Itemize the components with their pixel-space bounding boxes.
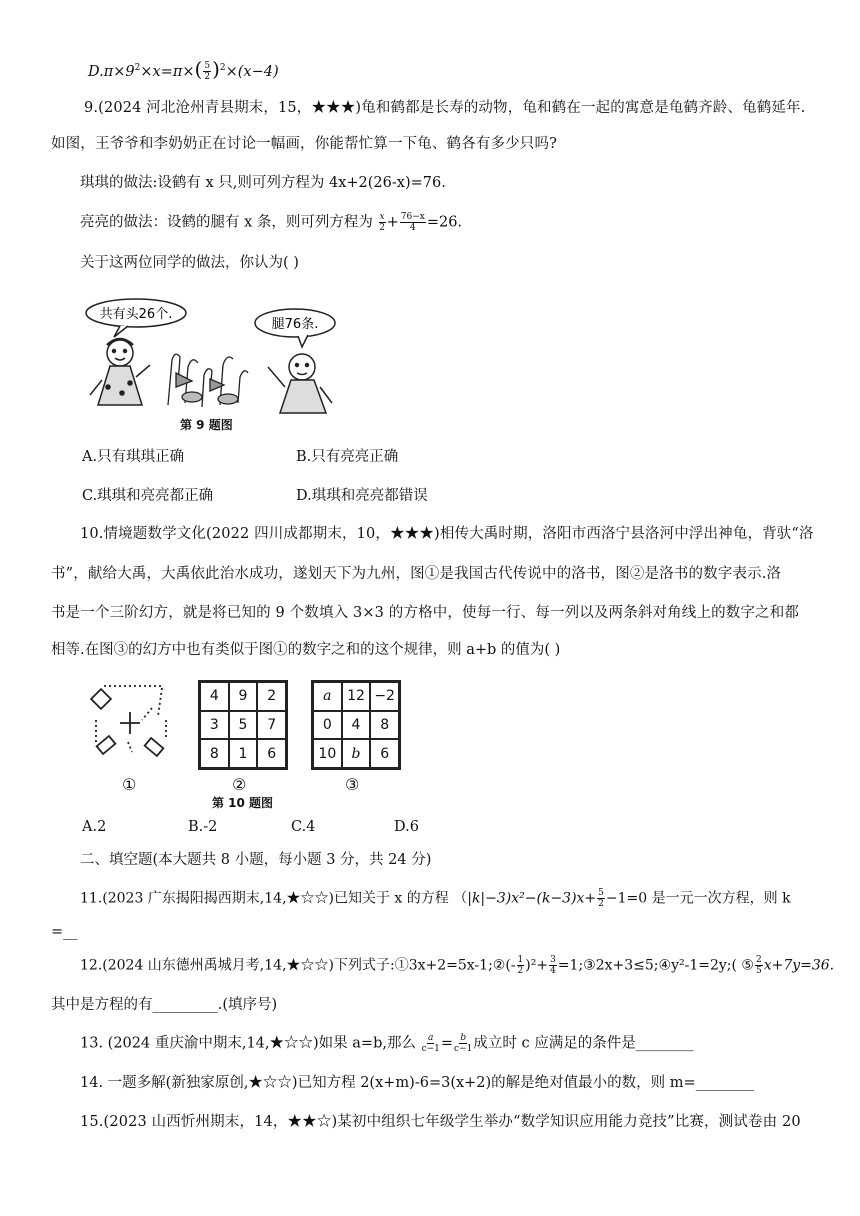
q13-line: 13. (2024 重庆渝中期末,14,★☆☆)如果 a=b,那么 $\frac{a}{c-1}$ = $\frac{b}{c-1}$ 成立时 c 应满足的条件是________ <box>80 1033 694 1054</box>
q10-line3: 书是一个三阶幻方，就是将已知的 9 个数填入 3×3 的方格中，使每一行、每一列以及两条斜对角线上的数字之和都 <box>51 605 800 621</box>
crane-turtle-painting <box>168 354 248 407</box>
q8-option-d: $D.\pi\times 9^2\times x=\pi\times$( $\frac{5}{2}$ )$^2$×(x−4) <box>88 56 279 83</box>
grid3-cell: 4 <box>342 711 371 740</box>
grandma-figure <box>90 339 150 405</box>
q10-line2: 书”，献给大禹，大禹依此治水成功，遂划天下为九州，图①是我国古代传说中的洛书，图②是洛书的数字表示.洛 <box>51 566 782 582</box>
section-2-heading: 二、填空题(本大题共 8 小题，每小题 3 分，共 24 分) <box>80 852 432 868</box>
q9-frac-x-over-2: $\frac{x}{2}$ <box>379 212 385 233</box>
q9-bubble-left-text: 共有头26个. <box>99 307 173 322</box>
magic-square-3 <box>311 680 401 770</box>
grid2-cell: 7 <box>257 711 286 740</box>
figure-label-1: ① <box>122 775 137 794</box>
q9-bubble-right-text: 腿76条. <box>271 317 319 332</box>
grid2-cell: 2 <box>257 682 286 711</box>
q9-option-d[interactable]: D.琪琪和亮亮都错误 <box>296 488 428 504</box>
q10-option-d[interactable]: D.6 <box>394 819 419 835</box>
figure-label-3: ③ <box>345 775 360 794</box>
grid3-cell: 8 <box>370 711 399 740</box>
q9-liangliang-method: 亮亮的做法：设鹤的腿有 x 条，则可列方程为 $\frac{x}{2}$ + $\frac{76-x}{4}$ =26. <box>80 212 463 233</box>
q10-caption: 第 10 题图 <box>212 796 274 810</box>
q11-line1: 11.(2023 广东揭阳揭西期末,14,★☆☆)已知关于 x 的方程 （|k|−3)x²−(k−3)x+ $\frac{5}{2}$ −1=0 是一元一次方程，则 k <box>80 888 791 909</box>
q15-line: 15.(2023 山西忻州期末，14，★★☆)某初中组织七年级学生举办“数学知识应用能力竞技”比赛，测试卷由 20 <box>80 1114 801 1130</box>
luoshu-figure <box>82 680 178 770</box>
grid2-cell: 5 <box>229 711 258 740</box>
grid3-cell: b <box>342 739 371 768</box>
q9-frac-76-x-over-4: $\frac{76-x}{4}$ <box>400 212 425 233</box>
grid3-cell: 0 <box>313 711 342 740</box>
q11-frac: $\frac{5}{2}$ <box>598 888 604 909</box>
q14-line: 14. 一题多解(新独家原创,★☆☆)已知方程 2(x+m)-6=3(x+2)的解是绝对值最小的数，则 m=________ <box>80 1075 754 1091</box>
grid3-cell: 6 <box>370 739 399 768</box>
q9-option-a[interactable]: A.只有琪琪正确 <box>82 449 185 465</box>
q10-option-a[interactable]: A.2 <box>82 819 107 835</box>
q8-d-mid: ×x=π× <box>140 63 195 80</box>
q12-line1: 12.(2024 山东德州禹城月考,14,★☆☆)下列式子:①3x+2=5x-1;②(- $\frac{1}{2}$ )²+ $\frac{3}{4}$ =1;③2x+3≤5;④y²-1=2y;( ⑤ $\frac{2}{5}$ x+7y=36. <box>80 955 835 976</box>
q10-option-b[interactable]: B.-2 <box>188 819 218 835</box>
q12-line2: 其中是方程的有_________.(填序号) <box>51 997 278 1013</box>
q9-option-b[interactable]: B.只有亮亮正确 <box>296 449 399 465</box>
grid2-cell: 9 <box>229 682 258 711</box>
q8-d-prefix: D.π×9 <box>88 63 135 80</box>
grid2-cell: 1 <box>229 739 258 768</box>
grid3-cell: −2 <box>370 682 399 711</box>
q9-stem-line1: 9.(2024 河北沧州青县期末，15，★★★)龟和鹤都是长寿的动物，龟和鹤在一起的寓意是龟鹤齐龄、龟鹤延年. <box>84 100 806 116</box>
q9-caption: 第 9 题图 <box>180 418 233 432</box>
q10-line4: 相等.在图③的幻方中也有类似于图①的数字之和的这个规律，则 a+b 的值为( ) <box>51 642 561 658</box>
figure-label-2: ② <box>232 775 247 794</box>
q9-question: 关于这两位同学的做法，你认为( ) <box>80 255 299 271</box>
q9-illustration <box>80 295 370 415</box>
grid2-cell: 8 <box>200 739 229 768</box>
q11-line2: =__ <box>51 924 78 940</box>
q9-qiqi-method: 琪琪的做法:设鹤有 x 只,则可列方程为 4x+2(26-x)=76. <box>80 175 446 191</box>
q10-option-c[interactable]: C.4 <box>291 819 316 835</box>
q8-d-frac: $\frac{5}{2}$ <box>204 61 211 83</box>
grid2-cell: 3 <box>200 711 229 740</box>
q8-d-tail: ×(x−4) <box>225 63 279 80</box>
grid2-cell: 6 <box>257 739 286 768</box>
magic-square-2 <box>198 680 288 770</box>
q10-line1: 10.情境题数学文化(2022 四川成都期末，10，★★★)相传大禹时期，洛阳市西洛宁县洛河中浮出神龟，背驮“洛 <box>80 526 814 542</box>
q9-option-c[interactable]: C.琪琪和亮亮都正确 <box>82 488 214 504</box>
grid2-cell: 4 <box>200 682 229 711</box>
grid3-cell: 10 <box>313 739 342 768</box>
q9-stem-line2: 如图，王爷爷和李奶奶正在讨论一幅画，你能帮忙算一下龟、鹤各有多少只吗? <box>51 136 558 152</box>
grandpa-figure <box>268 354 332 413</box>
grid3-cell: 12 <box>342 682 371 711</box>
grid3-cell: a <box>313 682 342 711</box>
